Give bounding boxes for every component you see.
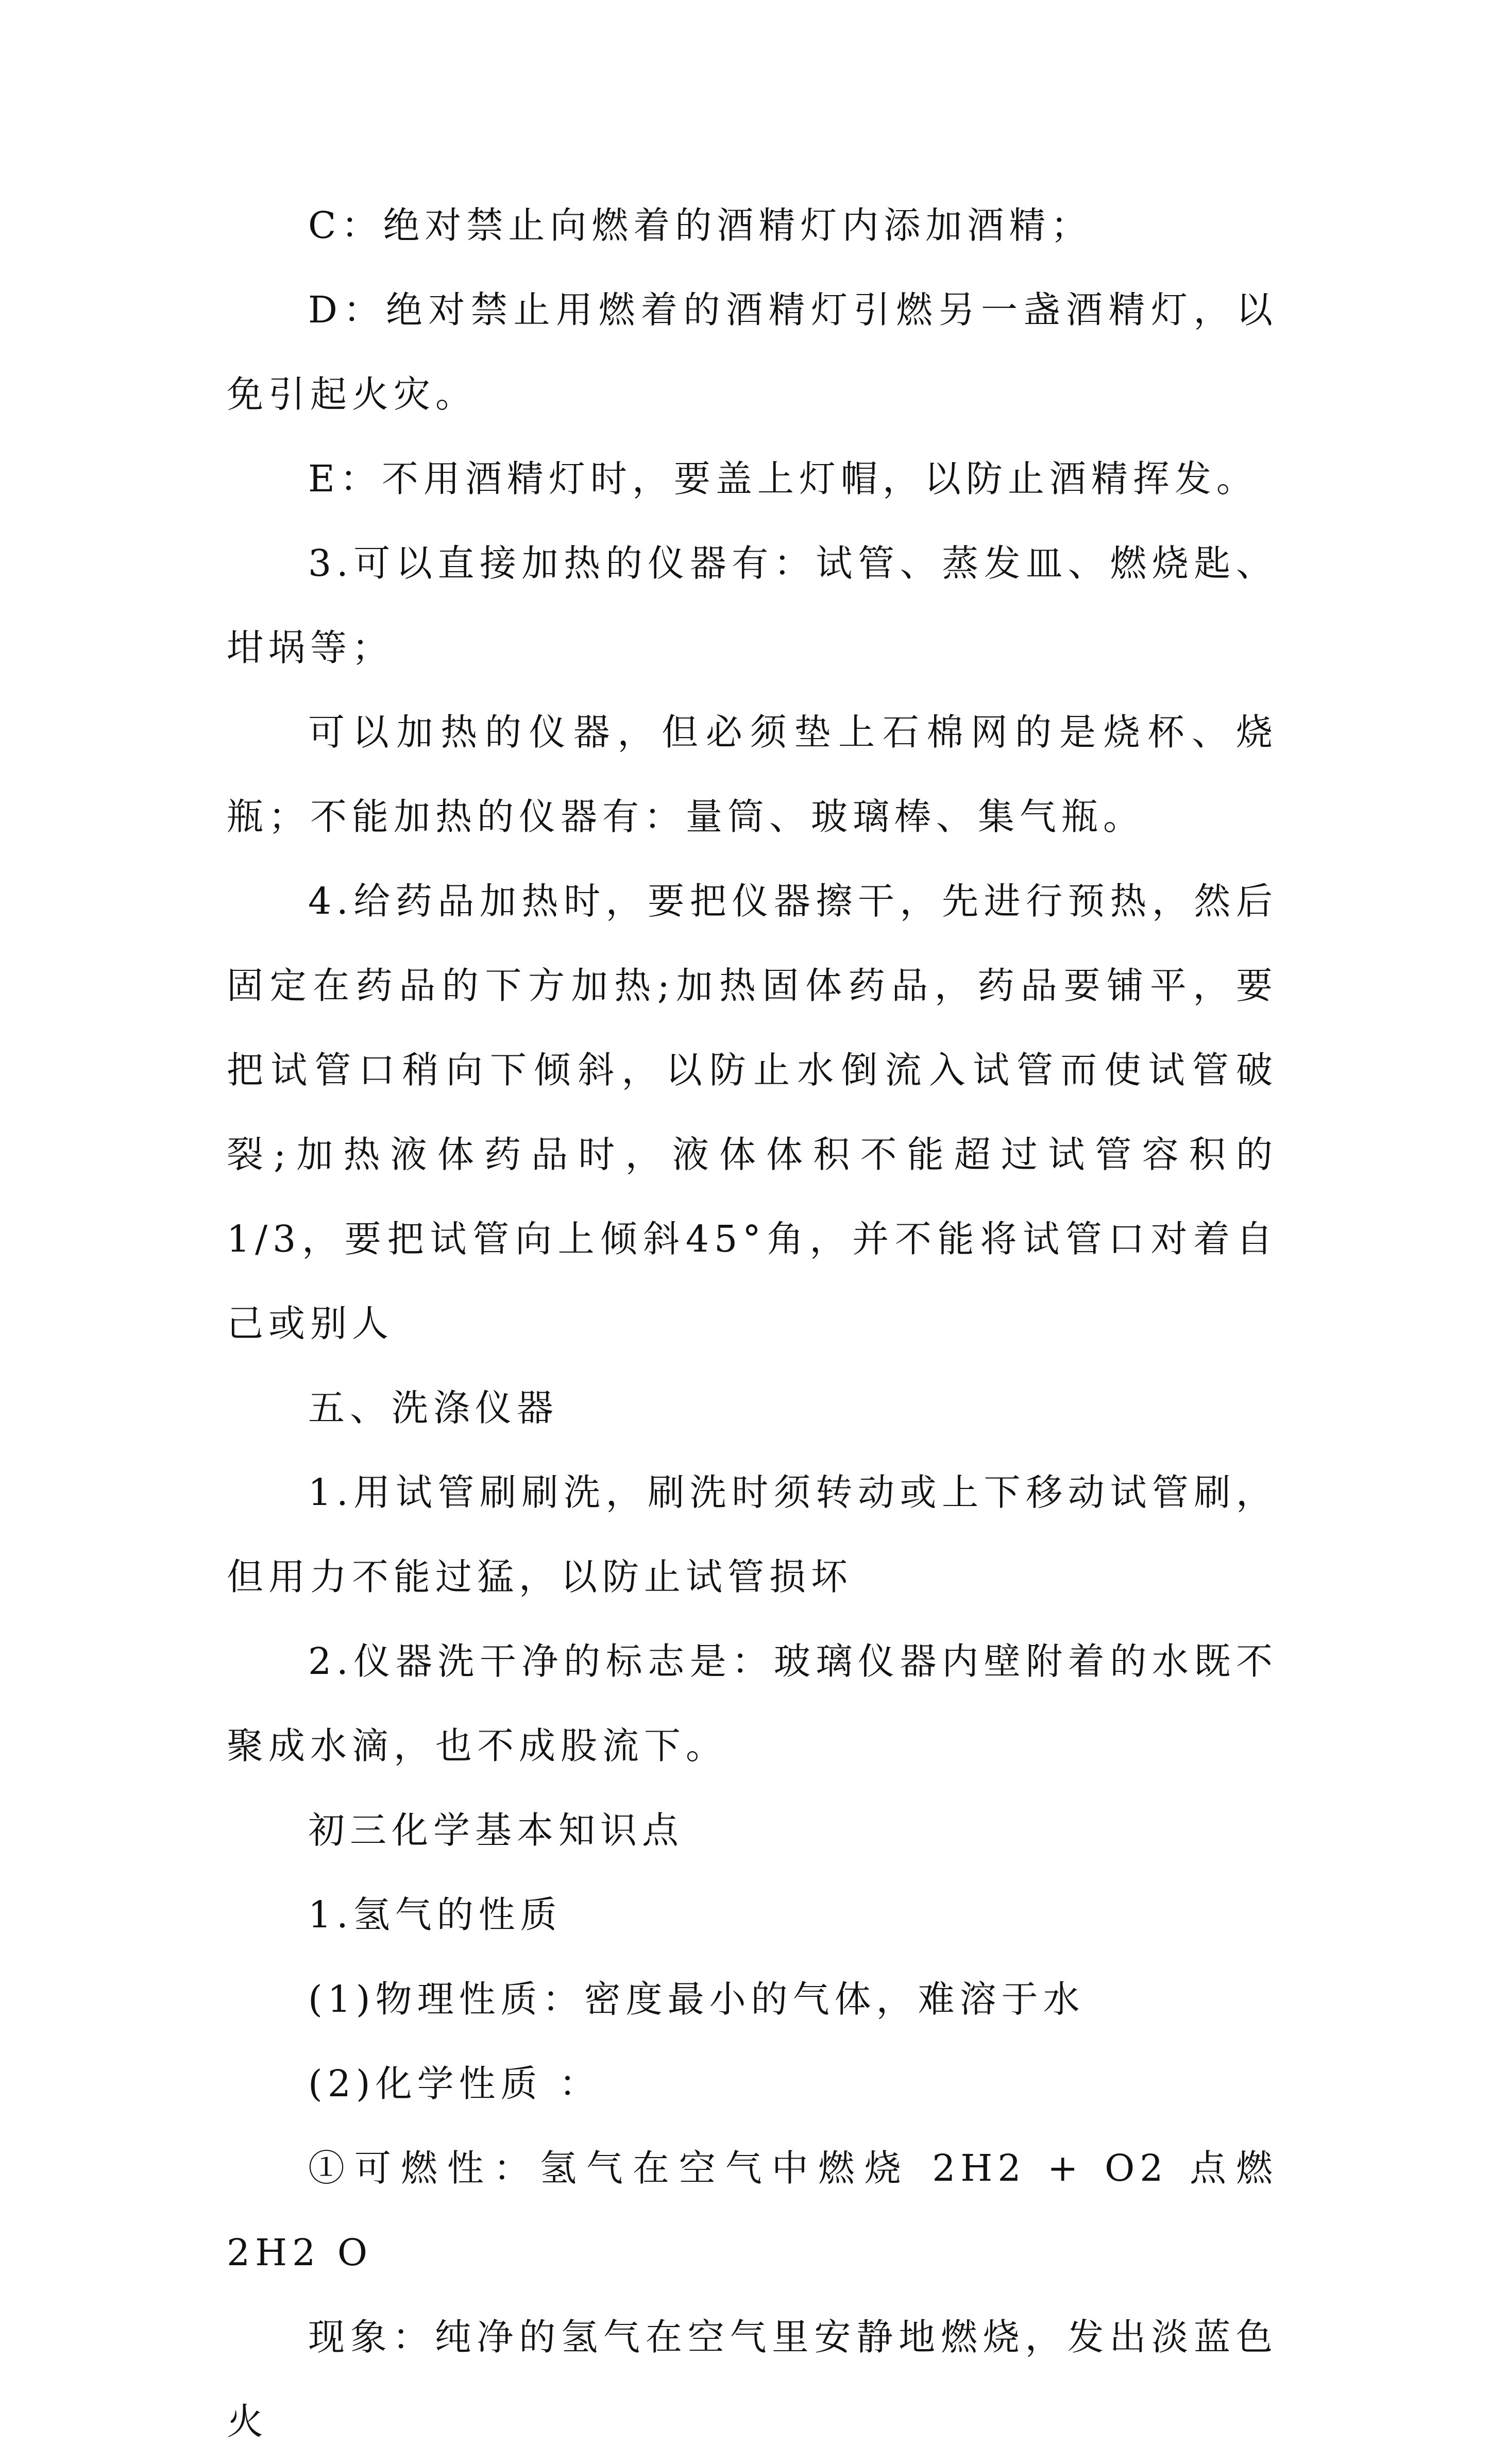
paragraph-chemical-properties: (2)化学性质 ： <box>308 2062 601 2105</box>
paragraph-alcohol-lamp-e: E：不用酒精灯时，要盖上灯帽，以防止酒精挥发。 <box>308 457 1258 500</box>
document-page <box>227 0 1278 2443</box>
section-heading-washing: 五、洗涤仪器 <box>308 1387 559 1429</box>
paragraph-flammability: ①可燃性：氢气在空气中燃烧 2H2 + O2 点燃 2H2 O <box>227 2147 1278 2274</box>
paragraph-alcohol-lamp-d: D：绝对禁止用燃着的酒精灯引燃另一盏酒精灯，以免引起火灾。 <box>227 288 1278 416</box>
paragraph-direct-heating: 3.可以直接加热的仪器有：试管、蒸发皿、燃烧匙、坩埚等； <box>227 542 1278 669</box>
paragraph-asbestos-net: 可以加热的仪器，但必须垫上石棉网的是烧杯、烧瓶；不能加热的仪器有：量筒、玻璃棒、集气瓶。 <box>227 711 1278 838</box>
paragraph-alcohol-lamp-c: C：绝对禁止向燃着的酒精灯内添加酒精； <box>308 204 1093 247</box>
paragraph-test-tube-brush: 1.用试管刷刷洗，刷洗时须转动或上下移动试管刷，但用力不能过猛，以防止试管损坏 <box>227 1471 1278 1598</box>
paragraph-heating-reagents: 4.给药品加热时，要把仪器擦干，先进行预热，然后固定在药品的下方加热;加热固体药品，药品要铺平，要把试管口稍向下倾斜，以防止水倒流入试管而使试管破裂;加热液体药品时，液体体积不能超过试管容积的1/3，要把试管向上倾斜45°角，并不能将试管口对着自己或别人 <box>227 880 1278 1345</box>
section-heading-chemistry-basics: 初三化学基本知识点 <box>308 1809 684 1852</box>
paragraph-clean-sign: 2.仪器洗干净的标志是：玻璃仪器内壁附着的水既不聚成水滴，也不成股流下。 <box>227 1640 1278 1767</box>
paragraph-physical-properties: (1)物理性质：密度最小的气体，难溶于水 <box>308 1978 1085 2021</box>
paragraph-phenomenon: 现象：纯净的氢气在空气里安静地燃烧，发出淡蓝色火 <box>227 2316 1278 2443</box>
paragraph-hydrogen-properties: 1.氢气的性质 <box>308 1893 562 1936</box>
